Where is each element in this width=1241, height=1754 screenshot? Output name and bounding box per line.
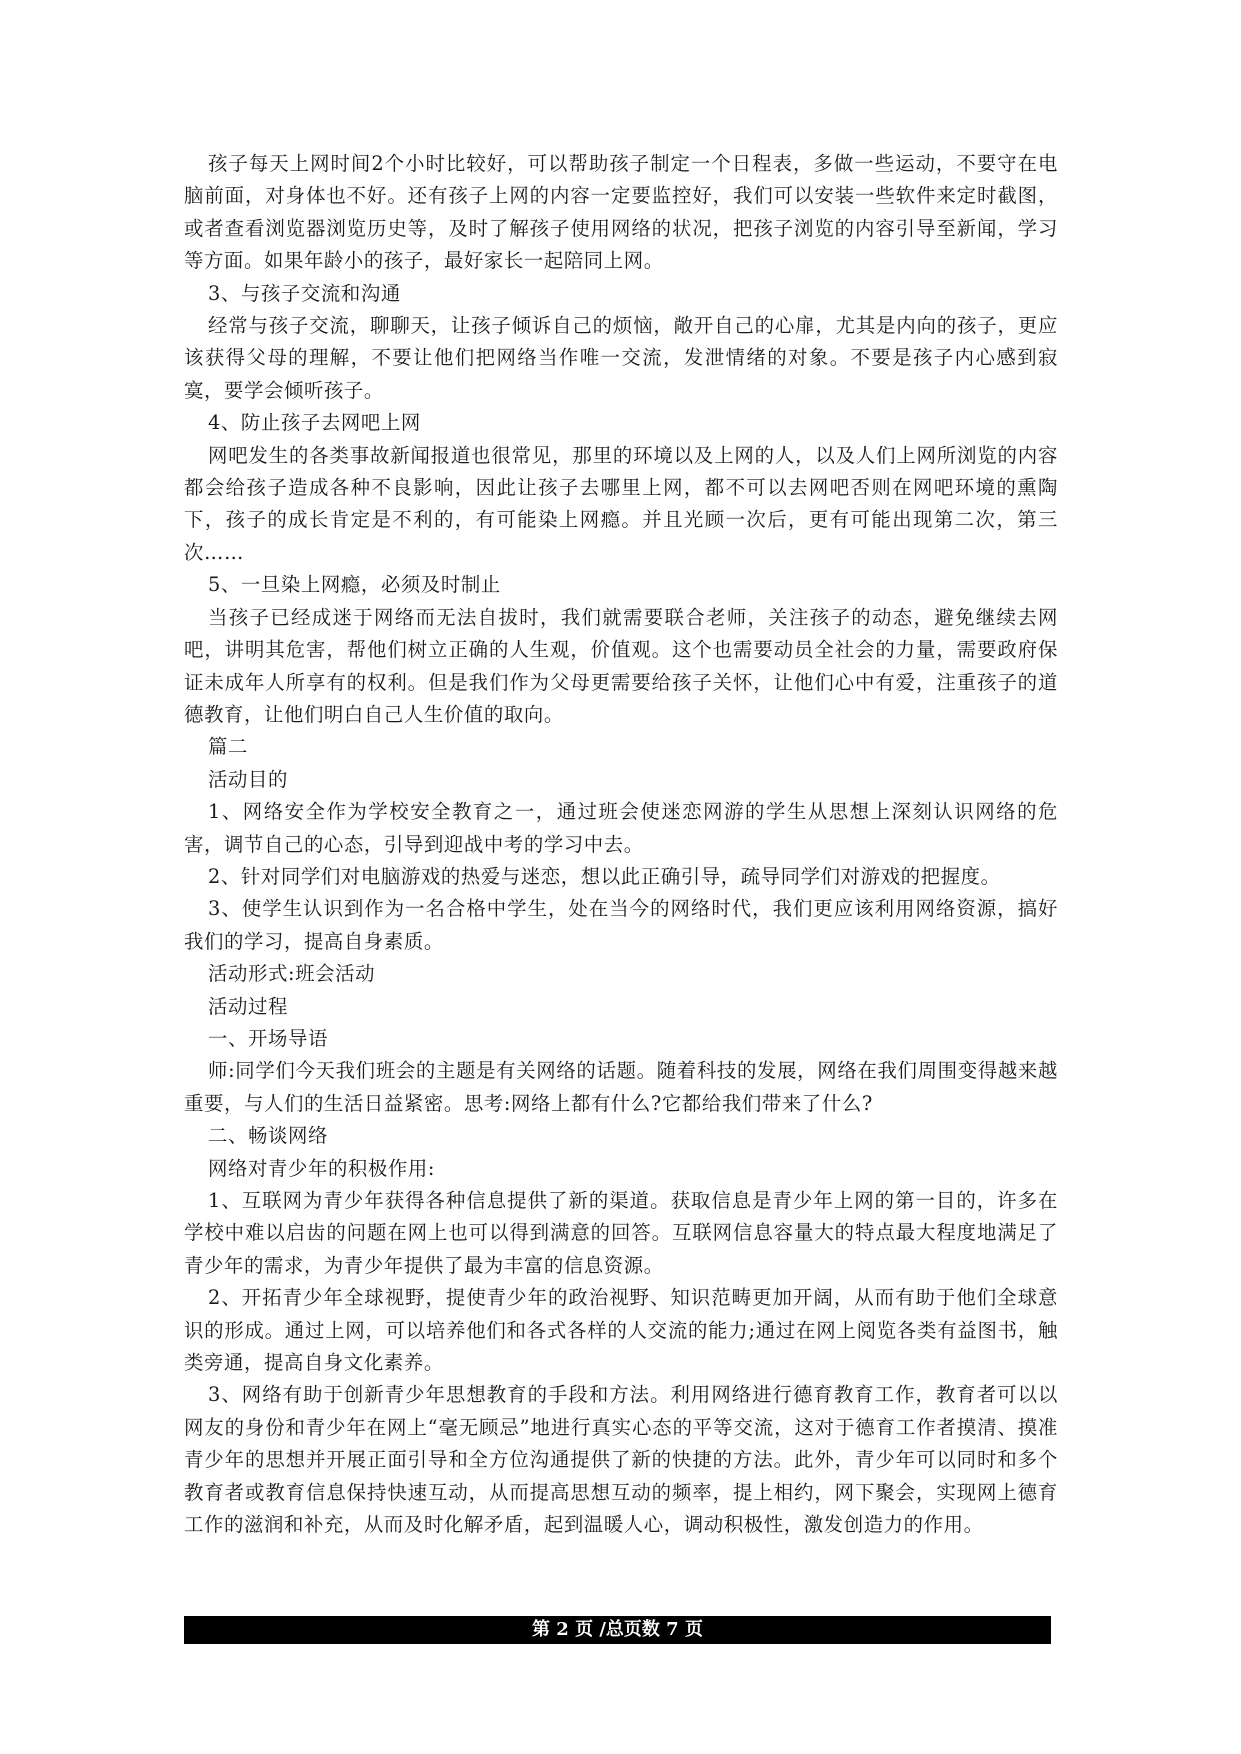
section-heading: 一、开场导语 <box>208 1026 328 1050</box>
paragraph: 3、使学生认识到作为一名合格中学生，处在当今的网络时代，我们更应该利用网络资源，搞好我们的学习，提高自身素质。 <box>184 897 1058 953</box>
paragraph: 2、针对同学们对电脑游戏的热爱与迷恋，想以此正确引导，疏导同学们对游戏的把握度。 <box>208 864 1001 888</box>
page-number-label: 第 2 页 /总页数 7 页 <box>532 1619 703 1640</box>
document-body <box>184 148 1058 1541</box>
paragraph: 经常与孩子交流，聊聊天，让孩子倾诉自己的烦恼，敞开自己的心扉，尤其是内向的孩子，更应该获得父母的理解，不要让他们把网络当作唯一交流，发泄情绪的对象。不要是孩子内心感到寂寞，要学会倾听孩子。 <box>184 314 1058 402</box>
section-heading: 活动目的 <box>208 767 288 791</box>
section-heading: 3、与孩子交流和沟通 <box>208 281 401 305</box>
paragraph: 网吧发生的各类事故新闻报道也很常见，那里的环境以及上网的人，以及人们上网所浏览的内容都会给孩子造成各种不良影响，因此让孩子去哪里上网，都不可以去网吧否则在网吧环境的熏陶下，孩子的成长肯定是不利的，有可能染上网瘾。并且光顾一次后，更有可能出现第二次，第三次…… <box>184 443 1058 564</box>
paragraph: 孩子每天上网时间2个小时比较好，可以帮助孩子制定一个日程表，多做一些运动，不要守在电脑前面，对身体也不好。还有孩子上网的内容一定要监控好，我们可以安装一些软件来定时截图，或者查看浏览器浏览历史等，及时了解孩子使用网络的状况，把孩子浏览的内容引导至新闻，学习等方面。如果年龄小的孩子，最好家长一起陪同上网。 <box>184 152 1058 273</box>
paragraph: 1、互联网为青少年获得各种信息提供了新的渠道。获取信息是青少年上网的第一目的，许多在学校中难以启齿的问题在网上也可以得到满意的回答。互联网信息容量大的特点最大程度地满足了青少年的需求，为青少年提供了最为丰富的信息资源。 <box>184 1189 1058 1277</box>
section-heading: 4、防止孩子去网吧上网 <box>208 411 421 435</box>
paragraph: 当孩子已经成迷于网络而无法自拔时，我们就需要联合老师，关注孩子的动态，避免继续去网吧，讲明其危害，帮他们树立正确的人生观，价值观。这个也需要动员全社会的力量，需要政府保证未成年人所享有的权利。但是我们作为父母更需要给孩子关怀，让他们心中有爱，注重孩子的道德教育，让他们明白自己人生价值的取向。 <box>184 605 1058 726</box>
paragraph: 1、网络安全作为学校安全教育之一，通过班会使迷恋网游的学生从思想上深刻认识网络的危害，调节自己的心态，引导到迎战中考的学习中去。 <box>184 800 1058 856</box>
section-heading: 二、畅谈网络 <box>208 1124 328 1148</box>
section-heading: 活动过程 <box>208 994 288 1018</box>
page-footer <box>184 1616 1051 1644</box>
paragraph: 3、网络有助于创新青少年思想教育的手段和方法。利用网络进行德育教育工作，教育者可以以网友的身份和青少年在网上“毫无顾忌”地进行真实心态的平等交流，这对于德育工作者摸清、摸准青少年的思想并开展正面引导和全方位沟通提供了新的快捷的方法。此外，青少年可以同时和多个教育者或教育信息保持快速互动，从而提高思想互动的频率，提上相约，网下聚会，实现网上德育工作的滋润和补充，从而及时化解矛盾，起到温暖人心，调动积极性，激发创造力的作用。 <box>184 1383 1058 1537</box>
section-heading: 篇二 <box>208 735 248 759</box>
paragraph: 师:同学们今天我们班会的主题是有关网络的话题。随着科技的发展，网络在我们周围变得越来越重要，与人们的生活日益紧密。思考:网络上都有什么?它都给我们带来了什么? <box>184 1059 1058 1115</box>
paragraph: 2、开拓青少年全球视野，提使青少年的政治视野、知识范畴更加开阔，从而有助于他们全球意识的形成。通过上网，可以培养他们和各式各样的人交流的能力;通过在网上阅览各类有益图书，触类旁通，提高自身文化素养。 <box>184 1286 1058 1375</box>
paragraph: 网络对青少年的积极作用: <box>208 1156 436 1180</box>
section-heading: 5、一旦染上网瘾，必须及时制止 <box>208 573 501 597</box>
paragraph: 活动形式:班会活动 <box>208 962 376 986</box>
